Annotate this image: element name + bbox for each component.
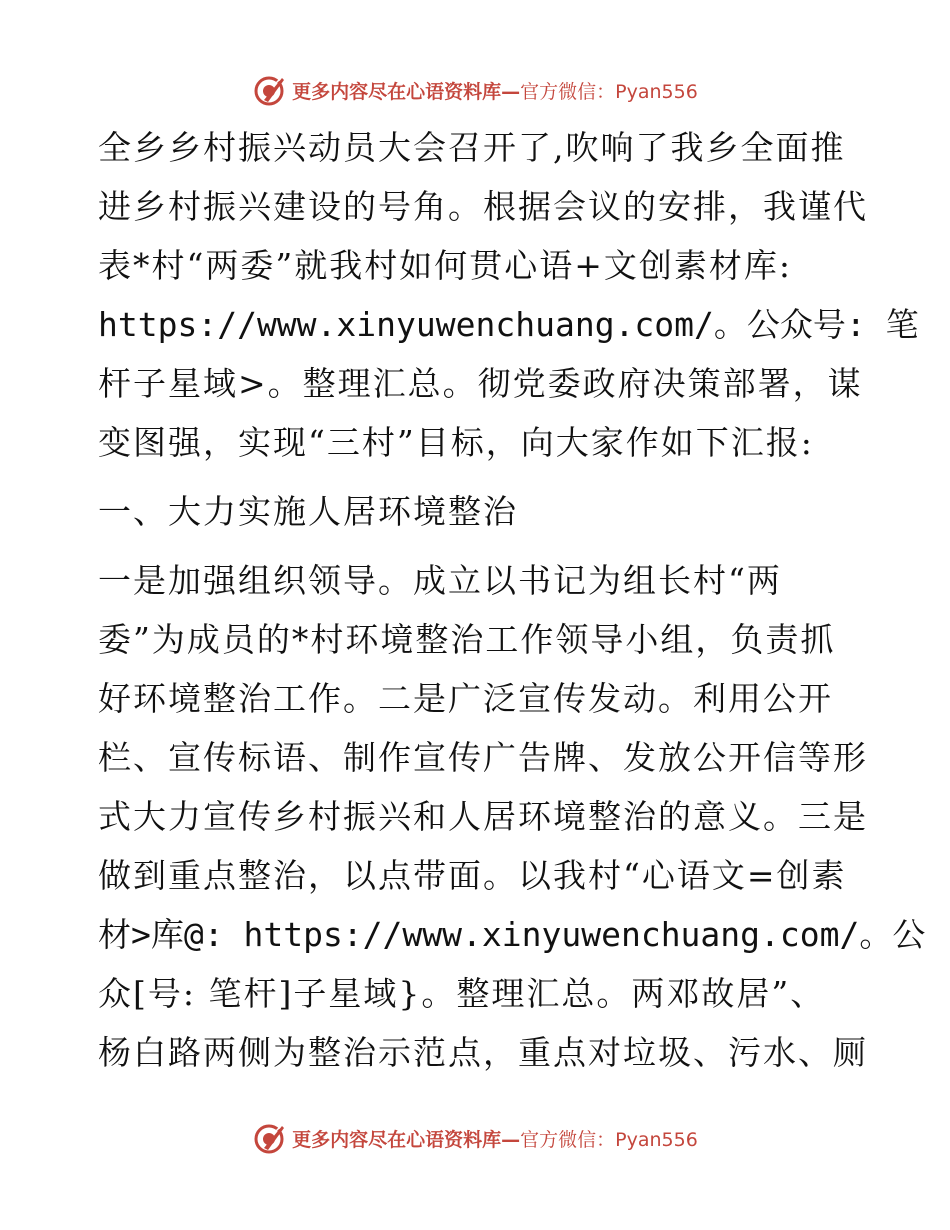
banner-main-text: 更多内容尽在心语资料库	[292, 80, 502, 103]
header-watermark-banner	[0, 70, 950, 110]
banner-main-text: 更多内容尽在心语资料库	[292, 1128, 502, 1151]
paragraph-section-1	[98, 557, 926, 1077]
paragraph-intro	[98, 124, 919, 467]
text-line: 一是加强组织领导。成立以书记为组长村“两	[98, 561, 782, 600]
footer-watermark-banner	[0, 1118, 950, 1158]
banner-wechat-text: 官方微信：Pyan556	[520, 80, 698, 103]
quill-seal-logo-icon	[252, 1121, 286, 1155]
text-line: 委”为成员的*村环境整治工作领导小组，负责抓	[98, 620, 836, 659]
text-line: 好环境整治工作。二是广泛宣传发动。利用公开	[98, 679, 833, 718]
banner-wechat-text: 官方微信：Pyan556	[520, 1128, 698, 1151]
text-line: 众[号: 笔杆]子星域}。整理汇总。两邓故居”、	[98, 974, 826, 1013]
document-body	[98, 124, 926, 1088]
banner-text	[292, 77, 698, 104]
text-line: 做到重点整治，以点带面。以我村“心语文=创素	[98, 856, 847, 895]
text-line: 全乡乡村振兴动员大会召开了,吹响了我乡全面推	[98, 128, 846, 167]
quill-seal-logo-icon	[252, 73, 286, 107]
text-line: 栏、宣传标语、制作宣传广告牌、发放公开信等形	[98, 738, 868, 777]
banner-text	[292, 1125, 698, 1152]
banner-dash: —	[501, 80, 521, 103]
text-line: 式大力宣传乡村振兴和人居环境整治的意义。三是	[98, 797, 868, 836]
text-line: 杆子星域>。整理汇总。彻党委政府决策部署，谋	[98, 364, 863, 403]
section-heading: 一、大力实施人居环境整治	[98, 492, 518, 531]
text-line: https://www.xinyuwenchuang.com/。公众号: 笔	[98, 305, 919, 344]
text-line: 材>库@: https://www.xinyuwenchuang.com/。公	[98, 915, 926, 954]
text-line: 进乡村振兴建设的号角。根据会议的安排，我谨代	[98, 187, 868, 226]
text-line: 表*村“两委”就我村如何贯心语+文创素材库:	[98, 246, 793, 285]
text-line: 杨白路两侧为整治示范点，重点对垃圾、污水、厕	[98, 1033, 868, 1072]
banner-dash: —	[501, 1128, 521, 1151]
text-line: 变图强，实现“三村”目标，向大家作如下汇报:	[98, 423, 814, 462]
